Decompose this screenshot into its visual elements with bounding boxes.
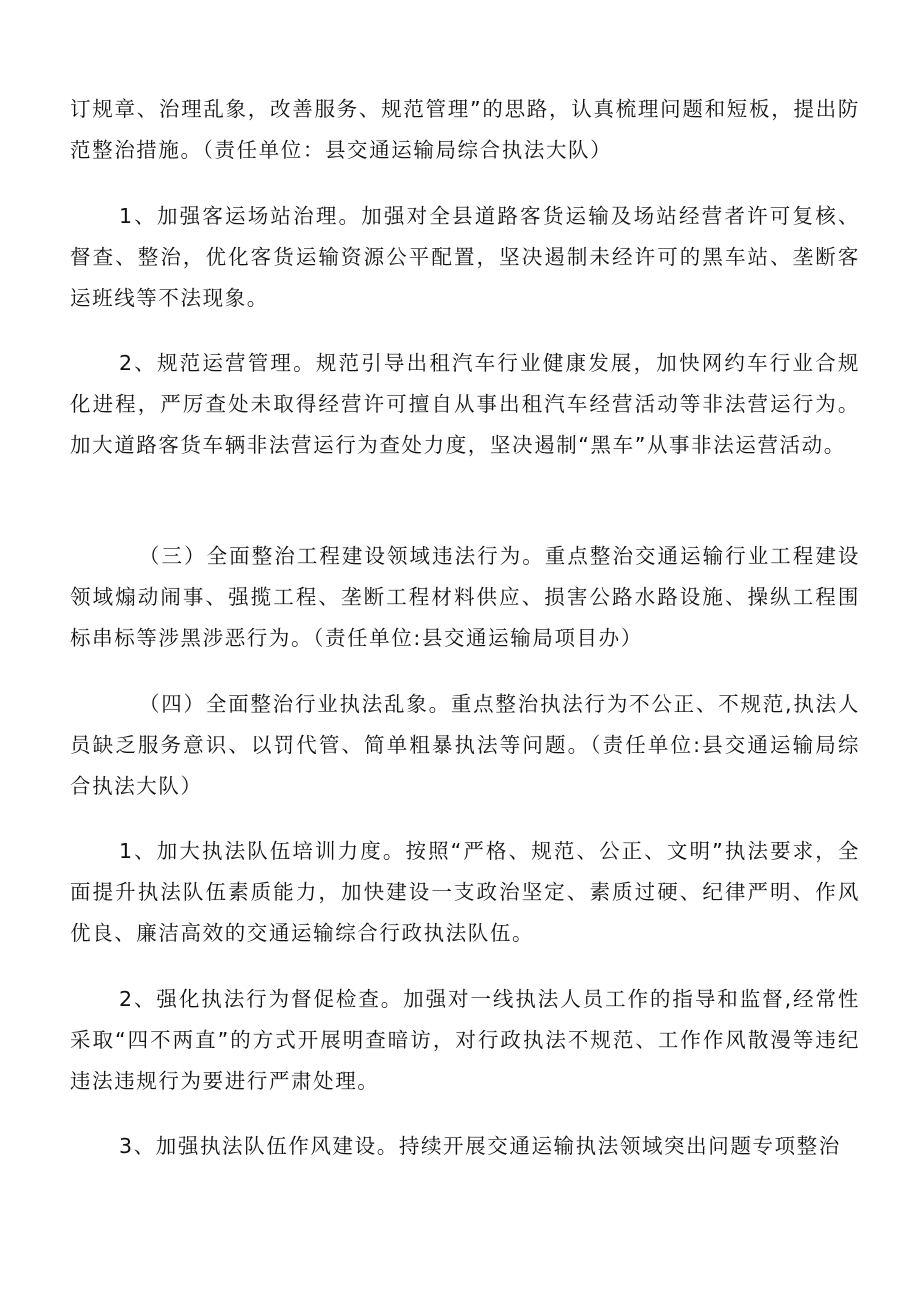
paragraph-operation-management: 2、规范运营管理。规范引导出租汽车行业健康发展，加快网约车行业合规化进程，严厉查处未取得经营许可擅自从事出租汽车经营活动等非法营运行为。加大道路客货车辆非法营运行为查处力度，坚决遏制“黑车”从事非法运营活动。 (70, 351, 860, 457)
paragraph-enforcement-supervision: 2、强化执法行为督促检查。加强对一线执法人员工作的指导和监督,经常性采取“四不两直”的方式开展明查暗访，对行政执法不规范、工作作风散漫等违纪违法违规行为要进行严肃处理。 (70, 987, 860, 1093)
paragraph-engineering-rectification: （三）全面整治工程建设领域违法行为。重点整治交通运输行业工程建设领域煽动闹事、强揽工程、垄断工程材料供应、损害公路水路设施、操纵工程围标串标等涉黑涉恶行为。（责任单位:县交通运输局项目办） (70, 544, 860, 650)
paragraph-continuation: 订规章、治理乱象，改善服务、规范管理”的思路，认真梳理问题和短板，提出防范整治措施。（责任单位：县交通运输局综合执法大队） (70, 97, 860, 162)
paragraph-passenger-station: 1、加强客运场站治理。加强对全县道路客货运输及场站经营者许可复核、督查、整治，优化客货运输资源公平配置，坚决遏制未经许可的黑车站、垄断客运班线等不法现象。 (70, 204, 860, 310)
paragraph-enforcement-training: 1、加大执法队伍培训力度。按照“严格、规范、公正、文明”执法要求，全面提升执法队伍素质能力，加快建设一支政治坚定、素质过硬、纪律严明、作风优良、廉洁高效的交通运输综合行政执法队伍。 (70, 839, 860, 945)
paragraph-enforcement-style: 3、加强执法队伍作风建设。持续开展交通运输执法领域突出问题专项整治 (119, 1134, 841, 1158)
paragraph-law-enforcement-rectification: （四）全面整治行业执法乱象。重点整治执法行为不公正、不规范,执法人员缺乏服务意识、以罚代管、简单粗暴执法等问题。（责任单位:县交通运输局综合执法大队） (70, 692, 860, 798)
